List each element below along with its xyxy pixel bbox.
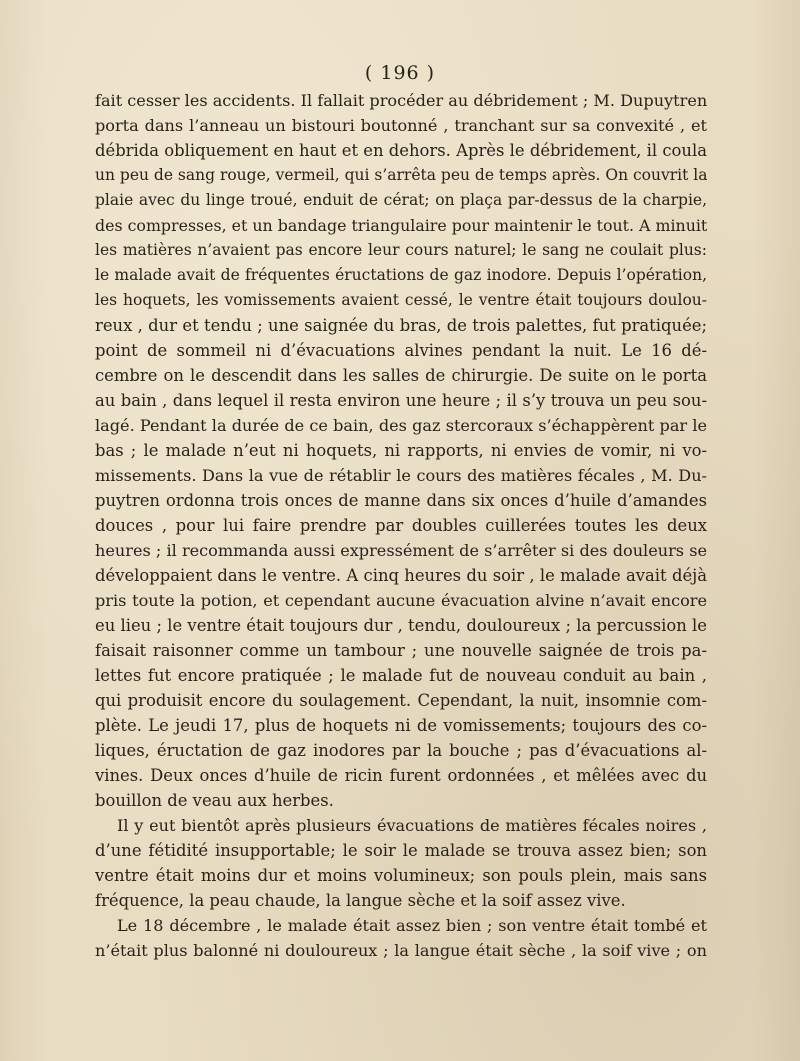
text-line: pris toute la potion, et cependant aucune évacuation alvine n’avait encore bbox=[95, 591, 707, 610]
text-line: n’était plus balonné ni douloureux ; la langue était sèche , la soif vive ; on bbox=[95, 941, 707, 960]
text-line: point de sommeil ni d’évacuations alvines pendant la nuit. Le 16 dé- bbox=[95, 341, 707, 360]
text-line: faisait raisonner comme un tambour ; une nouvelle saignée de trois pa- bbox=[95, 641, 707, 660]
text-line: douces , pour lui faire prendre par doubles cuillerées toutes les deux bbox=[95, 516, 707, 535]
text-line: les hoquets, les vomissements avaient cessé, le ventre était toujours doulou- bbox=[95, 291, 707, 309]
text-line: des compresses, et un bandage triangulaire pour maintenir le tout. A minuit bbox=[95, 216, 707, 235]
text-line: ventre était moins dur et moins volumineux; son pouls plein, mais sans bbox=[95, 866, 707, 885]
text-line: qui produisit encore du soulagement. Cependant, la nuit, insomnie com- bbox=[95, 691, 707, 710]
text-line: lettes fut encore pratiquée ; le malade fut de nouveau conduit au bain , bbox=[95, 666, 707, 685]
page-number: ( 196 ) bbox=[364, 62, 436, 84]
text-line: fréquence, la peau chaude, la langue sèche et la soif assez vive. bbox=[95, 891, 626, 910]
text-line: le malade avait de fréquentes éructations de gaz inodore. Depuis l’opération, bbox=[95, 266, 707, 284]
text-line: au bain , dans lequel il resta environ une heure ; il s’y trouva un peu sou- bbox=[95, 391, 707, 410]
text-line: développaient dans le ventre. A cinq heures du soir , le malade avait déjà bbox=[95, 566, 707, 585]
body-text bbox=[95, 88, 707, 963]
text-line: eu lieu ; le ventre était toujours dur , tendu, douloureux ; la percussion le bbox=[95, 616, 707, 635]
text-line: lagé. Pendant la durée de ce bain, des gaz stercoraux s’échappèrent par le bbox=[95, 416, 707, 435]
text-line: heures ; il recommanda aussi expressément de s’arrêter si des douleurs se bbox=[95, 541, 707, 560]
text-line: plète. Le jeudi 17, plus de hoquets ni de vomissements; toujours des co- bbox=[95, 716, 707, 735]
text-line: bouillon de veau aux herbes. bbox=[95, 791, 334, 810]
text-line: fait cesser les accidents. Il fallait procéder au débridement ; M. Dupuytren bbox=[95, 91, 707, 110]
text-line: un peu de sang rouge, vermeil, qui s’arrêta peu de temps après. On couvrit la bbox=[95, 166, 707, 184]
text-line: d’une fétidité insupportable; le soir le malade se trouva assez bien; son bbox=[95, 841, 707, 860]
text-line: plaie avec du linge troué, enduit de cérat; on plaça par-dessus de la charpie, bbox=[95, 191, 707, 209]
text-line: missements. Dans la vue de rétablir le cours des matières fécales , M. Du- bbox=[95, 466, 707, 485]
text-line: débrida obliquement en haut et en dehors. Après le débridement, il coula bbox=[95, 141, 707, 160]
text-line: cembre on le descendit dans les salles de chirurgie. De suite on le porta bbox=[95, 366, 707, 385]
text-line: Il y eut bientôt après plusieurs évacuations de matières fécales noires , bbox=[117, 816, 707, 835]
text-line: bas ; le malade n’eut ni hoquets, ni rapports, ni envies de vomir, ni vo- bbox=[95, 441, 707, 460]
text-line: Le 18 décembre , le malade était assez bien ; son ventre était tombé et bbox=[117, 916, 707, 935]
text-line: vines. Deux onces d’huile de ricin furent ordonnées , et mêlées avec du bbox=[95, 766, 707, 785]
text-line: reux , dur et tendu ; une saignée du bras, de trois palettes, fut pratiquée; bbox=[95, 316, 707, 335]
text-line: porta dans l’anneau un bistouri boutonné , tranchant sur sa convexité , et bbox=[95, 116, 707, 135]
text-line: les matières n’avaient pas encore leur cours naturel; le sang ne coulait plus: bbox=[95, 241, 707, 259]
text-line: liques, éructation de gaz inodores par la bouche ; pas d’évacuations al- bbox=[95, 741, 707, 760]
text-line: puytren ordonna trois onces de manne dans six onces d’huile d’amandes bbox=[95, 491, 707, 510]
